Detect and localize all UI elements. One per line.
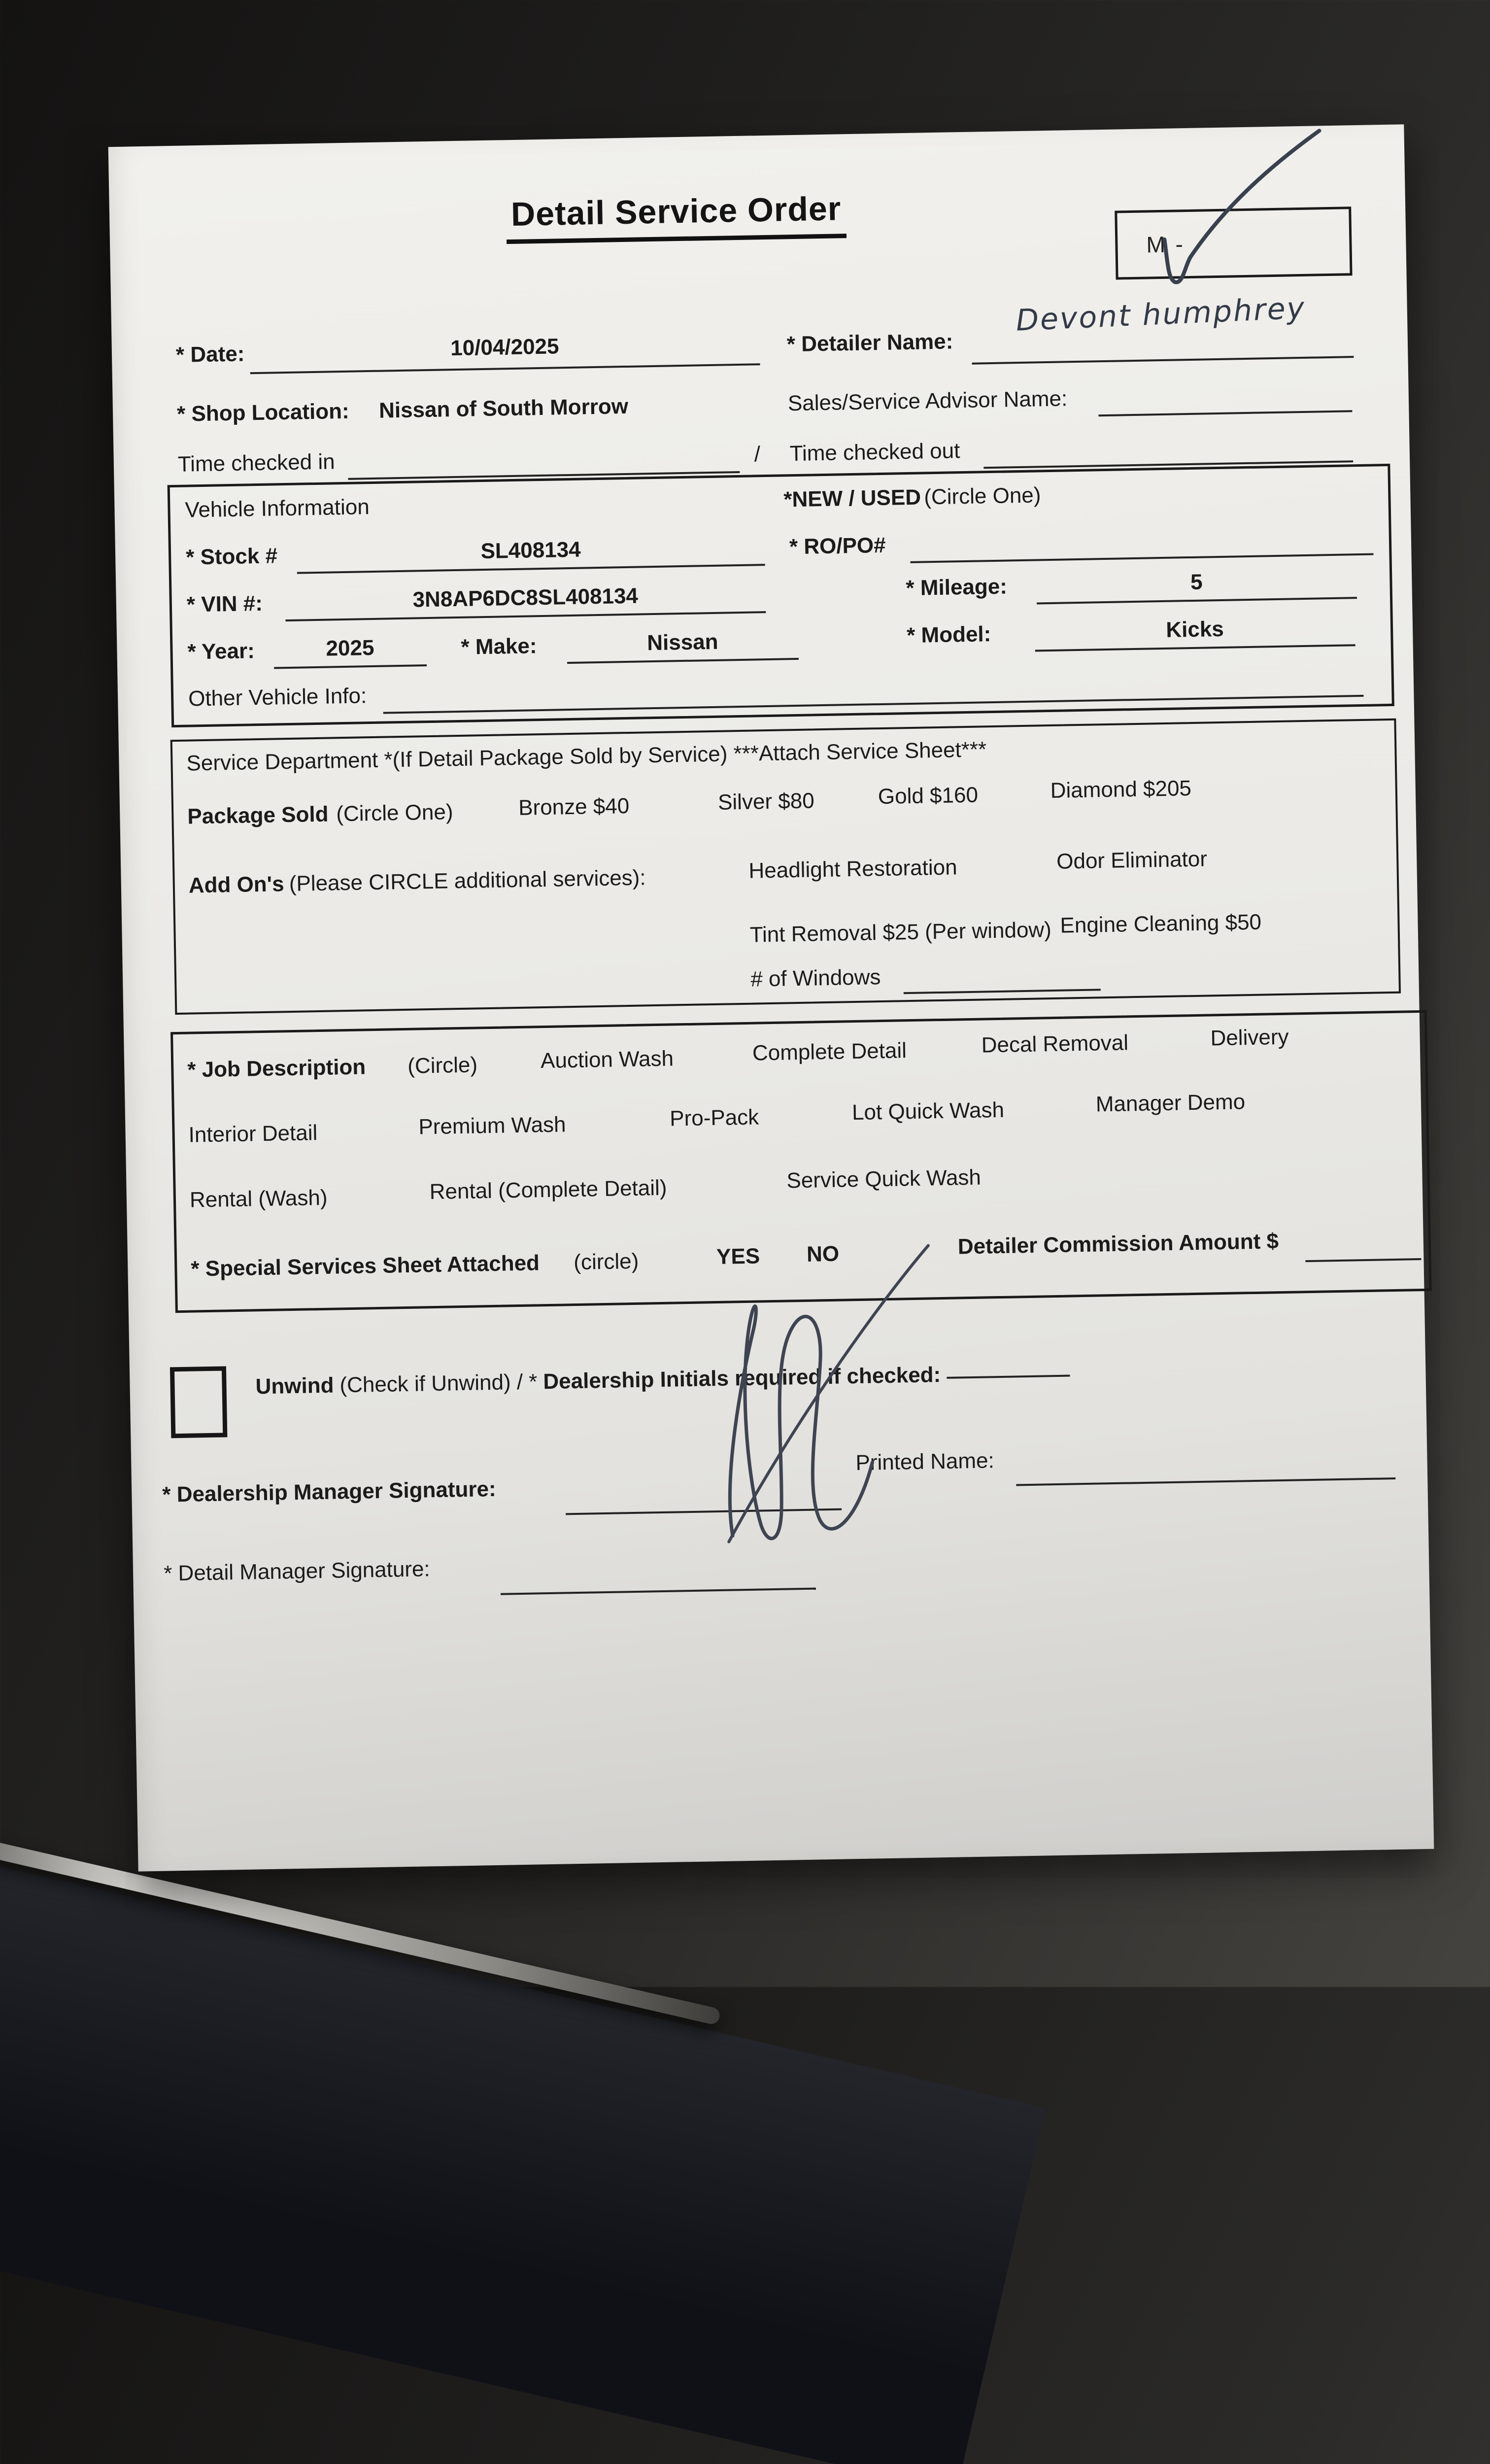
unwind-hint: (Check if Unwind) / * <box>339 1369 538 1398</box>
new-used-hint: (Circle One) <box>923 483 1041 510</box>
job-option-premium-wash: Premium Wash <box>418 1112 566 1139</box>
detailer-name-underline <box>972 356 1354 365</box>
windows-underline <box>904 989 1101 994</box>
time-in-label: Time checked in <box>177 449 336 477</box>
special-services-hint: (circle) <box>573 1249 639 1275</box>
package-sold-hint: (Circle One) <box>336 800 453 826</box>
addon-option-headlight: Headlight Restoration <box>748 855 957 883</box>
shop-location-label: * Shop Location: <box>176 399 350 426</box>
no-option: NO <box>806 1241 840 1266</box>
model-value: Kicks <box>1165 616 1224 642</box>
vin-label: * VIN #: <box>186 591 263 617</box>
handwritten-signature-scrawl <box>727 1304 874 1539</box>
model-underline <box>1035 644 1355 651</box>
windows-label: # of Windows <box>750 965 881 992</box>
stock-label: * Stock # <box>185 544 278 570</box>
job-option-rental-wash: Rental (Wash) <box>189 1185 328 1212</box>
table-shadow-area <box>0 1853 1045 2464</box>
make-value: Nissan <box>646 629 718 655</box>
make-underline <box>567 658 799 664</box>
advisor-name-label: Sales/Service Advisor Name: <box>787 386 1068 416</box>
unwind-row <box>255 1361 1070 1400</box>
dealership-initials-label: Dealership Initials required if checked: <box>542 1363 941 1394</box>
job-option-pro-pack: Pro-Pack <box>669 1105 759 1131</box>
service-department-box <box>170 719 1401 1015</box>
title-row <box>109 182 1243 251</box>
package-option-diamond: Diamond $205 <box>1050 776 1192 803</box>
time-out-label: Time checked out <box>789 439 960 466</box>
manager-signature-label: * Dealership Manager Signature: <box>162 1476 497 1507</box>
commission-label: Detailer Commission Amount $ <box>957 1229 1279 1259</box>
vehicle-info-heading: Vehicle Information <box>185 495 370 522</box>
ropo-underline <box>911 553 1374 563</box>
initials-underline <box>947 1375 1070 1379</box>
detail-service-order-form <box>108 124 1434 1871</box>
handwritten-detailer-name: Devont humphrey <box>1015 291 1307 338</box>
yes-option: YES <box>716 1244 760 1269</box>
package-option-gold: Gold $160 <box>878 783 979 809</box>
job-option-service-quick-wash: Service Quick Wash <box>786 1165 982 1193</box>
job-option-complete-detail: Complete Detail <box>752 1038 907 1065</box>
job-option-rental-complete: Rental (Complete Detail) <box>429 1175 667 1204</box>
job-option-lot-quick-wash: Lot Quick Wash <box>851 1097 1005 1125</box>
job-option-manager-demo: Manager Demo <box>1095 1090 1246 1117</box>
manager-signature-underline <box>566 1508 842 1515</box>
special-services-label: * Special Services Sheet Attached <box>190 1251 540 1281</box>
detailer-name-label: * Detailer Name: <box>786 329 953 357</box>
job-description-hint: (Circle) <box>407 1053 478 1078</box>
job-option-delivery: Delivery <box>1210 1025 1289 1051</box>
time-separator: / <box>754 442 761 467</box>
model-label: * Model: <box>906 622 991 648</box>
job-option-interior-detail: Interior Detail <box>188 1121 318 1147</box>
detail-manager-signature-underline <box>501 1588 816 1595</box>
mileage-label: * Mileage: <box>906 574 1008 601</box>
advisor-name-underline <box>1098 410 1352 416</box>
printed-name-underline <box>1016 1477 1395 1486</box>
mileage-underline <box>1037 597 1357 604</box>
stock-value: SL408134 <box>480 537 581 564</box>
add-ons-label: Add On's <box>188 872 285 898</box>
date-value: 10/04/2025 <box>450 334 559 361</box>
unwind-label: Unwind <box>255 1373 334 1399</box>
vin-value: 3N8AP6DC8SL408134 <box>412 583 639 612</box>
unwind-checkbox <box>170 1366 227 1438</box>
make-label: * Make: <box>461 634 537 659</box>
year-label: * Year: <box>187 639 255 664</box>
addon-option-engine: Engine Cleaning $50 <box>1060 910 1262 938</box>
addon-option-odor: Odor Eliminator <box>1056 847 1208 874</box>
package-option-silver: Silver $80 <box>717 788 815 815</box>
new-used-label: *NEW / USED <box>783 485 921 512</box>
other-vehicle-info-underline <box>383 695 1364 714</box>
job-description-box <box>170 1010 1432 1313</box>
ropo-label: * RO/PO# <box>789 533 886 559</box>
vehicle-info-box <box>168 464 1394 727</box>
package-sold-label: Package Sold <box>187 802 329 829</box>
date-label: * Date: <box>175 342 245 367</box>
add-ons-hint: (Please CIRCLE additional services): <box>289 865 646 896</box>
year-value: 2025 <box>326 635 374 661</box>
mileage-value: 5 <box>1190 570 1203 595</box>
job-option-auction-wash: Auction Wash <box>540 1046 674 1073</box>
date-underline <box>250 363 760 374</box>
job-description-label: * Job Description <box>187 1055 366 1082</box>
printed-name-label: Printed Name: <box>855 1448 995 1475</box>
service-department-heading: Service Department *(If Detail Package Sold by Service) ***Attach Service Sheet*** <box>186 737 987 776</box>
year-underline <box>274 664 427 669</box>
m-box-label: M - <box>1146 231 1185 258</box>
package-option-bronze: Bronze $40 <box>518 793 630 820</box>
commission-underline <box>1305 1258 1421 1262</box>
job-option-decal-removal: Decal Removal <box>981 1030 1129 1058</box>
other-vehicle-info-label: Other Vehicle Info: <box>188 684 367 711</box>
addon-option-tint: Tint Removal $25 (Per window) <box>749 918 1052 947</box>
form-title: Detail Service Order <box>506 189 847 244</box>
m-number-box <box>1115 206 1352 279</box>
shop-location-value: Nissan of South Morrow <box>378 394 629 423</box>
detail-manager-signature-label: * Detail Manager Signature: <box>163 1557 431 1586</box>
